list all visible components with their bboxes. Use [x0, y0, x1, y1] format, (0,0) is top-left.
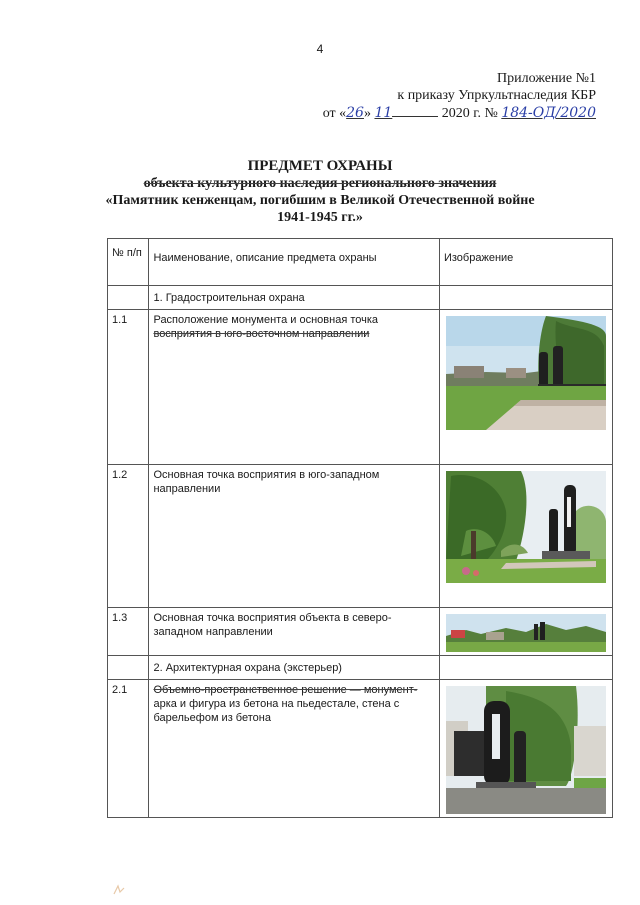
order-reference: к приказу Упркультнаследия КБР	[397, 88, 596, 103]
row-number	[108, 656, 149, 680]
table-row	[108, 608, 613, 656]
protection-table	[107, 238, 613, 818]
image-cell	[439, 608, 612, 656]
row-description: Основная точка восприятия в юго-западном направлении	[149, 465, 440, 608]
row-number: 1.1	[108, 310, 149, 465]
date-day: 26	[346, 105, 364, 121]
description-line: Расположение монумента и основная точка	[153, 314, 379, 326]
row-number: 1.2	[108, 465, 149, 608]
document-title	[0, 157, 640, 226]
date-prefix: от «	[322, 106, 347, 121]
title-years: 1941-1945 гг.»	[277, 210, 363, 225]
header-description: Наименование, описание предмета охраны	[149, 239, 440, 286]
title-subtitle: объекта культурного наследия регионального значения	[143, 176, 497, 191]
date-mid: »	[363, 106, 371, 121]
image-cell	[439, 680, 612, 818]
description-line: восприятия в юго-восточном направлении	[153, 328, 370, 340]
header-image: Изображение	[439, 239, 612, 286]
monument-photo-southwest	[446, 471, 606, 583]
image-cell	[439, 656, 612, 680]
appendix-label: Приложение №1	[497, 71, 596, 86]
table-row	[108, 656, 613, 680]
row-description	[149, 310, 440, 465]
page-number: 4	[316, 42, 324, 56]
order-number: 184-ОД/2020	[501, 105, 596, 121]
image-cell	[439, 465, 612, 608]
row-description: Основная точка восприятия объекта в северо-западном направлении	[149, 608, 440, 656]
header-number: № п/п	[108, 239, 149, 286]
monument-photo-exterior	[446, 686, 606, 814]
monument-photo-northwest	[446, 614, 606, 652]
row-number: 2.1	[108, 680, 149, 818]
description-line: арка и фигура из бетона на пьедестале, стена с барельефом из бетона	[153, 698, 400, 724]
date-blank	[392, 104, 438, 117]
table-row	[108, 680, 613, 818]
table-row	[108, 286, 613, 310]
row-number	[108, 286, 149, 310]
image-cell	[439, 286, 612, 310]
order-date-line	[323, 104, 596, 122]
title-object-name: «Памятник кенженцам, погибшим в Великой Отечественной войне	[105, 193, 535, 208]
table-row	[108, 310, 613, 465]
section-heading: 2. Архитектурная охрана (экстерьер)	[149, 656, 440, 680]
monument-photo-southeast	[446, 316, 606, 430]
row-number: 1.3	[108, 608, 149, 656]
row-description	[149, 680, 440, 818]
title-main: ПРЕДМЕТ ОХРАНЫ	[247, 158, 393, 174]
appendix-header	[323, 70, 596, 122]
table-row	[108, 465, 613, 608]
date-year: 2020 г. №	[441, 106, 498, 121]
image-cell	[439, 310, 612, 465]
description-line: Объемно-пространственное решение — монумент-	[153, 684, 418, 696]
section-heading: 1. Градостроительная охрана	[149, 286, 440, 310]
date-month: 11	[374, 105, 393, 121]
scan-artifact	[112, 884, 126, 896]
table-header-row	[108, 239, 613, 286]
